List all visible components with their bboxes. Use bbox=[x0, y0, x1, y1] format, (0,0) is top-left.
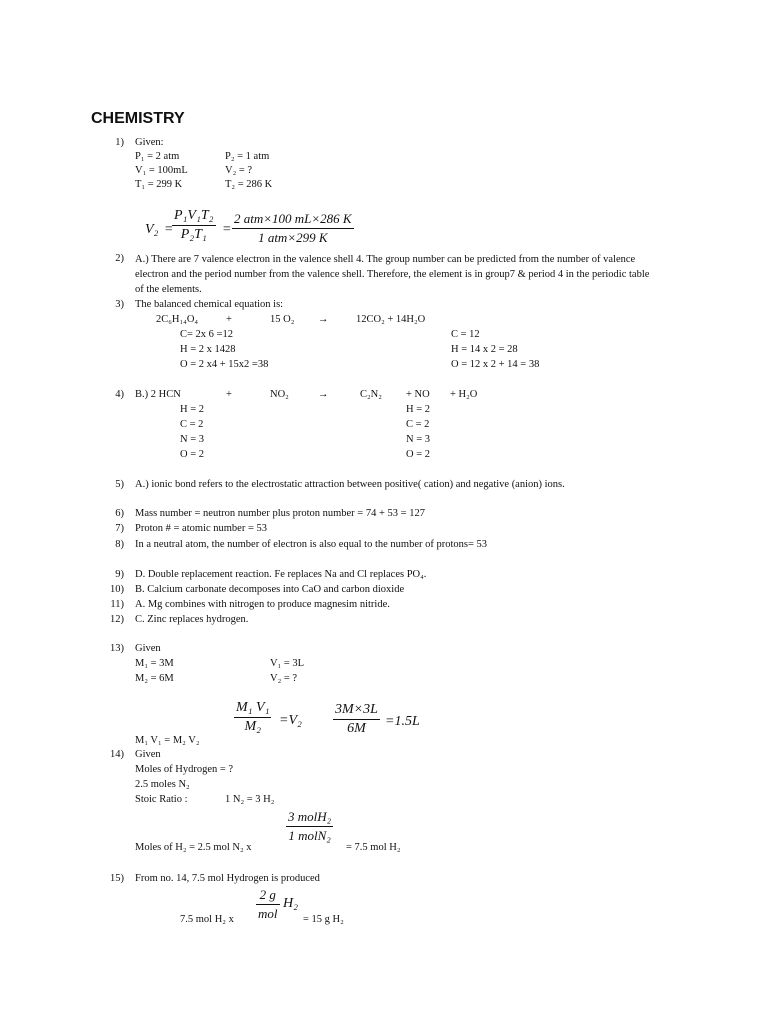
product: C₂N₂ bbox=[360, 389, 382, 400]
answer-text: Proton # = atomic number = 53 bbox=[135, 523, 267, 534]
fraction-bar bbox=[232, 228, 354, 229]
calculation-result: = 7.5 mol H₂ bbox=[346, 842, 401, 853]
atom-count: H = 2 x 1428 bbox=[180, 344, 236, 355]
formula-fraction bbox=[256, 887, 280, 922]
given-label: Given: bbox=[135, 137, 164, 148]
reactant: NO₂ bbox=[270, 389, 289, 400]
question-number: 9) bbox=[115, 569, 124, 580]
given-value: V₁ = 100mL bbox=[135, 165, 188, 176]
question-number: 3) bbox=[115, 299, 124, 310]
product: + H₂O bbox=[450, 389, 478, 400]
atom-count: N = 3 bbox=[406, 434, 431, 445]
fraction-numerator: 2 atm×100 mL×286 K bbox=[234, 211, 352, 226]
reactant: 2C₆H₁₄O₄ bbox=[156, 314, 199, 325]
product: 12CO₂ + 14H₂O bbox=[356, 314, 426, 325]
ratio-label: Stoic Ratio : bbox=[135, 794, 188, 805]
fraction-numerator: 3M×3L bbox=[335, 702, 378, 717]
fraction-bar bbox=[256, 904, 280, 905]
fraction-denominator: M₂ bbox=[244, 719, 261, 734]
atom-count: H = 2 bbox=[406, 404, 431, 415]
given-value: T₂ = 286 K bbox=[225, 179, 273, 190]
calculation-result: = 15 g H₂ bbox=[303, 914, 344, 925]
question-number: 11) bbox=[110, 599, 124, 610]
given-value: Moles of Hydrogen = ? bbox=[135, 764, 234, 775]
formula-fraction bbox=[172, 208, 216, 243]
arrow-icon: → bbox=[318, 314, 329, 325]
given-value: V₁ = 3L bbox=[270, 658, 305, 669]
answer-text: A. Mg combines with nitrogen to produce magnesim nitride. bbox=[135, 599, 390, 610]
atom-count: N = 3 bbox=[180, 434, 205, 445]
fraction-tail: H₂ bbox=[283, 896, 298, 911]
atom-count: H = 2 bbox=[180, 404, 205, 415]
given-value: P₁ = 2 atm bbox=[135, 151, 180, 162]
formula-fraction bbox=[234, 700, 271, 735]
atom-count: O = 2 bbox=[180, 449, 205, 460]
given-label: Given bbox=[135, 749, 161, 760]
given-value: V₂ = ? bbox=[270, 673, 298, 684]
ratio-value: 1 N₂ = 3 H₂ bbox=[225, 794, 275, 805]
page-title: CHEMISTRY bbox=[91, 110, 185, 127]
question-number: 7) bbox=[115, 523, 124, 534]
formula-lhs: V₂ bbox=[145, 222, 159, 237]
question-number: 13) bbox=[110, 643, 124, 654]
atom-count: H = 14 x 2 = 28 bbox=[451, 344, 518, 355]
given-value: P₂ = 1 atm bbox=[225, 151, 270, 162]
formula-rhs: =V₂ bbox=[279, 713, 302, 728]
fraction-bar bbox=[286, 826, 333, 827]
atom-count: C = 2 bbox=[406, 419, 430, 430]
formula-fraction bbox=[333, 702, 380, 737]
fraction-bar bbox=[333, 719, 380, 720]
fraction-numerator: 3 molH₂ bbox=[288, 809, 332, 824]
plus-sign: + bbox=[226, 389, 232, 400]
atom-count: O = 2 x4 + 15x2 =38 bbox=[180, 359, 269, 370]
given-value: M₂ = 6M bbox=[135, 673, 174, 684]
formula-rhs: =1.5L bbox=[385, 714, 420, 729]
fraction-bar bbox=[172, 225, 216, 226]
formula-fraction bbox=[286, 809, 333, 844]
plus-sign: + bbox=[226, 314, 232, 325]
given-label: Given bbox=[135, 643, 161, 654]
question-number: 12) bbox=[110, 614, 124, 625]
formula-law: M₁ V₁ = M₂ V₂ bbox=[135, 735, 200, 746]
answer-text: B. Calcium carbonate decomposes into CaO and carbon dioxide bbox=[135, 584, 405, 595]
answer-text: In a neutral atom, the number of electron is also equal to the number of protons= 53 bbox=[135, 539, 488, 550]
product: + NO bbox=[406, 389, 430, 400]
fraction-numerator: P₁V₁T₂ bbox=[174, 208, 214, 223]
question-number: 5) bbox=[115, 479, 124, 490]
answer-text: From no. 14, 7.5 mol Hydrogen is produced bbox=[135, 873, 320, 884]
atom-count: O = 2 bbox=[406, 449, 431, 460]
fraction-denominator: mol bbox=[258, 906, 278, 921]
question-number: 6) bbox=[115, 508, 124, 519]
fraction-denominator: 1 atm×299 K bbox=[258, 230, 328, 245]
fraction-denominator: 6M bbox=[347, 721, 366, 736]
given-value: T₁ = 299 K bbox=[135, 179, 183, 190]
fraction-bar bbox=[234, 717, 271, 718]
question-number: 2) bbox=[115, 253, 124, 264]
arrow-icon: → bbox=[318, 389, 329, 400]
equals-sign: = bbox=[164, 222, 174, 237]
equals-sign: = bbox=[222, 222, 232, 237]
fraction-denominator: 1 molN₂ bbox=[288, 828, 331, 843]
question-number: 1) bbox=[115, 137, 124, 148]
answer-text: The balanced chemical equation is: bbox=[135, 299, 284, 310]
given-value: 2.5 moles N₂ bbox=[135, 779, 190, 790]
question-number: 10) bbox=[110, 584, 124, 595]
given-value: V₂ = ? bbox=[225, 165, 253, 176]
question-number: 8) bbox=[115, 539, 124, 550]
question-number: 14) bbox=[110, 749, 124, 760]
answer-text: A.) There are 7 valence electron in the valence shell 4. The group number can be predicted from the number of valence electron and the period number from the valence shell. Therefore, the element is in group7 & period 4 in the periodic table of the elements. bbox=[135, 254, 650, 295]
atom-count: C = 12 bbox=[451, 329, 480, 340]
atom-count: C = 2 bbox=[180, 419, 204, 430]
reactant: 15 O₂ bbox=[270, 314, 295, 325]
answer-text: D. Double replacement reaction. Fe replaces Na and Cl replaces PO₄. bbox=[135, 569, 427, 580]
answer-text: Mass number = neutron number plus proton number = 74 + 53 = 127 bbox=[135, 508, 425, 519]
calculation: Moles of H₂ = 2.5 mol N₂ x bbox=[135, 842, 252, 853]
formula-fraction bbox=[232, 211, 354, 246]
atom-count: C= 2x 6 =12 bbox=[180, 329, 233, 340]
atom-count: O = 12 x 2 + 14 = 38 bbox=[451, 359, 540, 370]
fraction-numerator: 2 g bbox=[259, 887, 276, 902]
answer-text: A.) ionic bond refers to the electrostatic attraction between positive( cation) and negative (anion) ions. bbox=[135, 479, 565, 490]
calculation: 7.5 mol H₂ x bbox=[180, 914, 234, 925]
reactant: B.) 2 HCN bbox=[135, 389, 181, 400]
fraction-denominator: P₂T₁ bbox=[180, 227, 207, 242]
question-number: 4) bbox=[115, 389, 124, 400]
fraction-numerator: M₁ V₁ bbox=[236, 700, 270, 715]
answer-text: C. Zinc replaces hydrogen. bbox=[135, 614, 249, 625]
given-value: M₁ = 3M bbox=[135, 658, 174, 669]
question-number: 15) bbox=[110, 873, 124, 884]
